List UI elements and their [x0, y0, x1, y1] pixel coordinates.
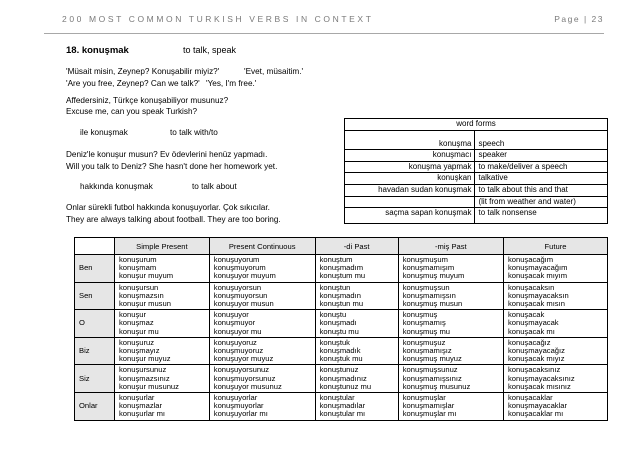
- verb-form: konuştu: [319, 310, 347, 320]
- verb-form: konuşuyor: [213, 310, 249, 320]
- verb-form: konuşacağım: [507, 255, 554, 264]
- verb-form: konuşuyorsun: [213, 282, 262, 292]
- verb-form: konuşmayacağım: [507, 263, 568, 273]
- verb-form: konuşacaklar: [507, 393, 553, 403]
- conjugation-cell: [115, 337, 210, 365]
- verb-form: konuşmuş muyum: [402, 271, 465, 281]
- hakkinda-phrase-tr: hakkında konuşmak: [80, 182, 153, 191]
- verb-form: konuşur mu: [119, 326, 159, 336]
- table-row: [75, 393, 608, 421]
- verb-form: konuştuk mu: [319, 354, 363, 364]
- verb-form: konuştun: [319, 282, 351, 292]
- table-row: [75, 282, 608, 310]
- verb-form: konuşacak mısın: [507, 299, 565, 309]
- verb-form: konuşmuyorlar: [213, 401, 264, 411]
- conjugation-cell: [315, 310, 398, 338]
- page-header: [44, 12, 604, 34]
- verb-form: konuşurlar: [119, 393, 155, 403]
- person-label: Ben: [75, 255, 115, 283]
- table-row: [75, 310, 608, 338]
- verb-form: konuşurum: [119, 255, 157, 264]
- verb-form: konuşuyor muyuz: [213, 354, 274, 364]
- verb-form: konuşmazsın: [119, 290, 164, 300]
- table-row: [75, 337, 608, 365]
- verb-form: konuşur muyuz: [119, 354, 171, 364]
- verb-form: konuştun mu: [319, 299, 364, 309]
- example-en-4: They are always talking about football. They are too boring.: [66, 215, 281, 224]
- verb-form: konuşmadınız: [319, 373, 367, 383]
- conjugation-cell: [209, 365, 315, 393]
- verb-form: konuşuruz: [119, 337, 155, 347]
- verb-form: konuşacak mı: [507, 326, 555, 336]
- verb-form: konuşmuyorsunuz: [213, 373, 276, 383]
- conjugation-cell: [209, 337, 315, 365]
- conjugation-cell: [315, 255, 398, 283]
- verb-form: konuşmazsınız: [119, 373, 170, 383]
- ile-phrase-tr: ile konuşmak: [80, 128, 128, 137]
- conjugation-cell: [398, 365, 503, 393]
- verb-form: konuşmuşsun: [402, 282, 450, 292]
- verb-form: konuşuyorsunuz: [213, 365, 270, 375]
- verb-form: konuşur musun: [119, 299, 171, 309]
- person-label: Siz: [75, 365, 115, 393]
- conjugation-cell: [209, 393, 315, 421]
- word-form-en: to talk about this and that: [475, 184, 608, 196]
- verb-form: konuşmamışım: [402, 263, 455, 273]
- example-tr-1: 'Müsait misin, Zeynep? Konuşabilir miyiz?': [66, 67, 220, 76]
- verb-form: konuşuyoruz: [213, 337, 257, 347]
- verb-form: konuşmuşuz: [402, 337, 446, 347]
- conjugation-cell: [398, 393, 503, 421]
- example-en-1b: 'Yes, I'm free.': [206, 79, 257, 88]
- conjugation-cell: [503, 393, 607, 421]
- word-form-en: (lit from weather and water): [475, 196, 608, 208]
- verb-form: konuşuyorlar mı: [213, 409, 268, 419]
- verb-form: konuşur musunuz: [119, 381, 179, 391]
- verb-form: konuştum mu: [319, 271, 366, 281]
- verb-form: konuşuyorum: [213, 255, 260, 264]
- conjugation-cell: [398, 255, 503, 283]
- conjugation-cell: [115, 393, 210, 421]
- verb-form: konuşuyor mu: [213, 326, 262, 336]
- conjugation-cell: [503, 282, 607, 310]
- verb-form: konuşacaklar mı: [507, 409, 564, 419]
- verb-form: konuşacak mıyız: [507, 354, 565, 364]
- word-form-en: speech: [475, 130, 608, 150]
- conjugation-cell: [115, 282, 210, 310]
- example-tr-4: Onlar sürekli futbol hakkında konuşuyorlar. Çok sıkıcılar.: [66, 203, 270, 212]
- verb-form: konuşmuş: [402, 310, 438, 320]
- verb-form: konuşmayacak: [507, 318, 559, 328]
- verb-form: konuşacaksın: [507, 282, 555, 292]
- conjugation-cell: [398, 337, 503, 365]
- column-header: Simple Present: [115, 238, 210, 255]
- verb-form: konuşacağız: [507, 337, 551, 347]
- word-form-tr: [345, 196, 475, 208]
- conjugation-table: [74, 237, 608, 421]
- verb-form: konuşmamışız: [402, 346, 452, 356]
- example-en-2: Excuse me, can you speak Turkish?: [66, 107, 198, 116]
- verb-form: konuşmadılar: [319, 401, 366, 411]
- person-label: Biz: [75, 337, 115, 365]
- word-form-en: to talk nonsense: [475, 208, 608, 224]
- verb-form: konuşmuyorsun: [213, 290, 268, 300]
- word-form-tr: havadan sudan konuşmak: [345, 184, 475, 196]
- verb-form: konuşmuş mu: [402, 326, 451, 336]
- verb-form: konuşmazlar: [119, 401, 163, 411]
- header-title: 200 MOST COMMON TURKISH VERBS IN CONTEXT: [62, 14, 374, 24]
- verb-form: konuşmuş musun: [402, 299, 463, 309]
- example-tr-2: Affedersiniz, Türkçe konuşabiliyor musunuz?: [66, 96, 229, 105]
- verb-form: konuşmadım: [319, 263, 364, 273]
- conjugation-cell: [503, 337, 607, 365]
- verb-form: konuşmaz: [119, 318, 154, 328]
- conjugation-cell: [115, 255, 210, 283]
- verb-form: konuşacaksınız: [507, 365, 561, 375]
- verb-form: konuşmamışsın: [402, 290, 456, 300]
- verb-form: konuşmuşum: [402, 255, 448, 264]
- verb-form: konuşur muyum: [119, 271, 174, 281]
- verb-form: konuşacak mısınız: [507, 381, 571, 391]
- verb-form: konuşmadı: [319, 318, 357, 328]
- example-en-3: Will you talk to Deniz? She hasn't done her homework yet.: [66, 162, 278, 171]
- word-forms-table: [344, 118, 608, 224]
- verb-form: konuşmuşlar: [402, 393, 446, 403]
- word-form-tr: konuşma yapmak: [345, 161, 475, 173]
- verb-form: konuşmamış: [402, 318, 446, 328]
- column-header: -miş Past: [398, 238, 503, 255]
- conjugation-cell: [503, 255, 607, 283]
- verb-form: konuşmayacaklar: [507, 401, 568, 411]
- verb-form: konuşursun: [119, 282, 159, 292]
- conjugation-cell: [398, 310, 503, 338]
- verb-form: konuşmuşlar mı: [402, 409, 457, 419]
- verb-form: konuşur: [119, 310, 147, 320]
- conjugation-cell: [315, 282, 398, 310]
- table-row: [75, 255, 608, 283]
- example-tr-1b: 'Evet, müsaitim.': [244, 67, 304, 76]
- verb-form: konuşmamışlar: [402, 401, 455, 411]
- verb-form: konuştular mı: [319, 409, 366, 419]
- word-form-en: to make/deliver a speech: [475, 161, 608, 173]
- verb-form: konuşmadık: [319, 346, 361, 356]
- column-header: Future: [503, 238, 607, 255]
- verb-form: konuştu mu: [319, 326, 359, 336]
- verb-form: konuşuyorlar: [213, 393, 258, 403]
- ile-phrase-en: to talk with/to: [170, 128, 218, 137]
- person-label: Sen: [75, 282, 115, 310]
- conjugation-cell: [315, 337, 398, 365]
- entry-title: 18. konuşmak: [66, 45, 129, 56]
- verb-form: konuştunuz mu: [319, 381, 372, 391]
- conjugation-cell: [398, 282, 503, 310]
- verb-form: konuşmuş musunuz: [402, 381, 471, 391]
- word-forms-title: word forms: [345, 119, 608, 131]
- verb-form: konuşuyor musunuz: [213, 381, 282, 391]
- hakkinda-phrase-en: to talk about: [192, 182, 237, 191]
- word-form-en: speaker: [475, 150, 608, 162]
- verb-form: konuşacak: [507, 310, 545, 320]
- conjugation-cell: [209, 310, 315, 338]
- verb-form: konuşmayız: [119, 346, 160, 356]
- verb-form: konuşmuyorum: [213, 263, 266, 273]
- conjugation-cell: [503, 365, 607, 393]
- conjugation-cell: [209, 282, 315, 310]
- conjugation-cell: [115, 365, 210, 393]
- conjugation-cell: [315, 365, 398, 393]
- conjugation-cell: [115, 310, 210, 338]
- verb-form: konuştunuz: [319, 365, 359, 375]
- verb-form: konuştular: [319, 393, 355, 403]
- verb-form: konuşurlar mı: [119, 409, 166, 419]
- verb-form: konuşmuş muyuz: [402, 354, 462, 364]
- column-header: Present Continuous: [209, 238, 315, 255]
- table-row: [75, 365, 608, 393]
- column-header: -di Past: [315, 238, 398, 255]
- verb-form: konuşmayacağız: [507, 346, 565, 356]
- word-form-tr: konuşma: [345, 130, 475, 150]
- verb-form: konuşursunuz: [119, 365, 167, 375]
- verb-form: konuşmayacaksın: [507, 290, 569, 300]
- verb-form: konuşmuyoruz: [213, 346, 264, 356]
- verb-form: konuştuk: [319, 337, 350, 347]
- verb-form: konuşmuyor: [213, 318, 256, 328]
- verb-form: konuşacak mıyım: [507, 271, 568, 281]
- word-form-en: talkative: [475, 173, 608, 185]
- conjugation-cell: [315, 393, 398, 421]
- verb-form: konuşuyor musun: [213, 299, 274, 309]
- verb-form: konuşmadın: [319, 290, 361, 300]
- verb-form: konuşmayacaksınız: [507, 373, 575, 383]
- conjugation-cell: [503, 310, 607, 338]
- verb-form: konuşuyor muyum: [213, 271, 276, 281]
- person-label: Onlar: [75, 393, 115, 421]
- verb-form: konuşmuşsunuz: [402, 365, 458, 375]
- word-form-tr: konuşmacı: [345, 150, 475, 162]
- corner-cell: [75, 238, 115, 255]
- verb-form: konuşmamışsınız: [402, 373, 462, 383]
- verb-form: konuşmam: [119, 263, 157, 273]
- entry-meaning: to talk, speak: [183, 45, 237, 55]
- word-form-tr: saçma sapan konuşmak: [345, 208, 475, 224]
- example-en-1: 'Are you free, Zeynep? Can we talk?': [66, 79, 200, 88]
- conjugation-cell: [209, 255, 315, 283]
- example-tr-3: Deniz'le konuşur musun? Ev ödevlerini henüz yapmadı.: [66, 150, 268, 159]
- person-label: O: [75, 310, 115, 338]
- verb-form: konuştum: [319, 255, 353, 264]
- page-number: Page | 23: [554, 14, 604, 24]
- word-form-tr: konuşkan: [345, 173, 475, 185]
